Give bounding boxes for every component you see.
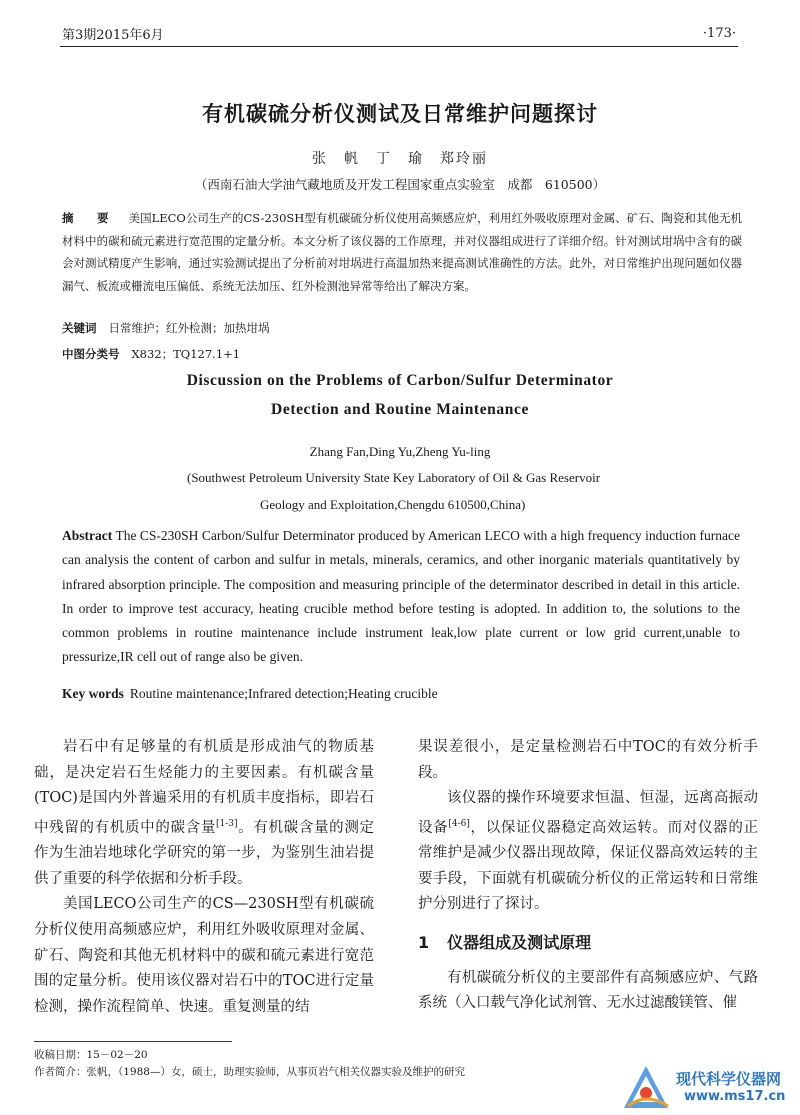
keywords-english-label: Key words <box>62 686 124 701</box>
keywords-english-text: Routine maintenance;Infrared detection;Heating crucible <box>129 686 438 701</box>
classification-number <box>62 343 742 366</box>
body-column-left <box>34 735 374 1020</box>
abstract-english <box>62 524 740 670</box>
citation-ref: [1-3] <box>216 818 238 829</box>
watermark <box>618 1062 798 1114</box>
issue-info: 第3期2015年6月 <box>62 28 164 43</box>
section-number: 1 <box>418 932 430 952</box>
classification-label: 中图分类号 <box>62 347 120 361</box>
body-paragraph: 有机碳硫分析仪的主要部件有高频感应炉、气路系统（入口载气净化试剂管、无水过滤酸镁管、催 <box>418 969 758 1012</box>
classification-text: X832；TQ127.1+1 <box>131 347 241 361</box>
abstract-chinese-label: 摘 要 <box>62 211 115 225</box>
body-paragraph: 岩石中有足够量的有机质是形成油气的物质基础，是决定岩石生烃能力的主要因素。有机碳含量(TOC)是国内外普遍采用的有机质丰度指标，即岩石中残留的有机质中的碳含量[1-3]。有机碳含量的测定作为生油岩地球化学研究的第一步，为鉴别生油岩提供了重要的科学依据和分析手段。 <box>34 739 375 887</box>
affiliation-chinese: （西南石油大学油气藏地质及开发工程国家重点实验室 成都 610500） <box>194 177 606 192</box>
title-chinese: 有机碳硫分析仪测试及日常维护问题探讨 <box>202 101 598 126</box>
section-heading <box>418 930 758 956</box>
page-number: ·173· <box>702 26 736 41</box>
keywords-english <box>62 686 438 702</box>
abstract-english-label: Abstract <box>62 528 113 543</box>
received-date: 收稿日期：15－02－20 <box>34 1049 148 1061</box>
watermark-logo-icon <box>618 1062 674 1114</box>
keywords-chinese-label: 关键词 <box>62 321 97 335</box>
title-english-line2: Detection and Routine Maintenance <box>271 401 529 418</box>
body-paragraph: 果误差很小，是定量检测岩石中TOC的有效分析手段。 <box>418 739 758 781</box>
citation-ref: [4-6] <box>448 818 470 829</box>
watermark-site-name: 现代科学仪器网 <box>676 1070 782 1088</box>
abstract-chinese-text: 美国LECO公司生产的CS-230SH型有机碳硫分析仪使用高频感应炉，利用红外吸收原理对金属、矿石、陶瓷和其他无机材料中的碳和硫元素进行宽范围的定量分析。本文分析了该仪器的工作原理，并对仪器组成进行了详细介绍。针对测试坩埚中含有的碳会对测试精度产生影响，通过实验测试提出了分析前对坩埚进行高温加热来提高测试准确性的方法。此外，对日常维护出现问题如仪器漏气、板流或栅流电压偏低、系统无法加压、红外检测池异常等给出了解决方案。 <box>62 211 742 293</box>
title-english-line1: Discussion on the Problems of Carbon/Sulfur Determinator <box>186 372 614 389</box>
body-paragraph: 美国LECO公司生产的CS—230SH型有机碳硫分析仪使用高频感应炉，利用红外吸收原理对金属、矿石、陶瓷和其他无机材料中的碳和硫元素进行宽范围的定量分析。使用该仪器对岩石中的TOC进行定量检测，操作流程简单、快速。重复测量的结 <box>34 896 374 1015</box>
section-title: 仪器组成及测试原理 <box>447 932 592 952</box>
keywords-chinese-text: 日常维护；红外检测；加热坩埚 <box>108 321 270 335</box>
abstract-chinese <box>62 207 742 297</box>
author-bio: 作者简介：张帆，（1988—）女，硕士，助理实验师，从事页岩气相关仪器实验及维护的研究 <box>34 1066 465 1078</box>
affiliation-english-line2: Geology and Exploitation,Chengdu 610500,China) <box>260 497 526 512</box>
keywords-chinese <box>62 317 742 340</box>
body-paragraph: 该仪器的操作环境要求恒温、恒湿，远离高振动设备[4-6]，以保证仪器稳定高效运转。而对仪器的正常维护是减少仪器出现故障，保证仪器高效运转的主要手段，下面就有机碳硫分析仪的正常运转和日常维护分别进行了探讨。 <box>418 790 759 913</box>
affiliation-english-line1: (Southwest Petroleum University State Key Laboratory of Oil & Gas Reservoir <box>187 470 601 485</box>
body-column-right <box>418 735 758 1017</box>
abstract-english-text: The CS-230SH Carbon/Sulfur Determinator produced by American LECO with a high frequency induction furnace can analysis the content of carbon and sulfur in metals, minerals, ceramics, and other inorganic materials quantitatively by infrared absorption principle. The composition and measuring principle of the determinator described in detail in this article. In order to improve test accuracy, heating crucible method before testing is adopted. In addition to, the solutions to the common problems in routine maintenance include instrument leak,low plate current or low grid current,unable to pressurize,IR cell out of range also be given. <box>62 528 740 665</box>
watermark-url: www.ms17.cn <box>684 1089 786 1104</box>
footnote-divider <box>34 1041 232 1042</box>
authors-chinese: 张 帆 丁 瑜 郑玲丽 <box>312 151 488 167</box>
header-divider <box>60 46 738 47</box>
authors-english: Zhang Fan,Ding Yu,Zheng Yu-ling <box>309 444 491 459</box>
